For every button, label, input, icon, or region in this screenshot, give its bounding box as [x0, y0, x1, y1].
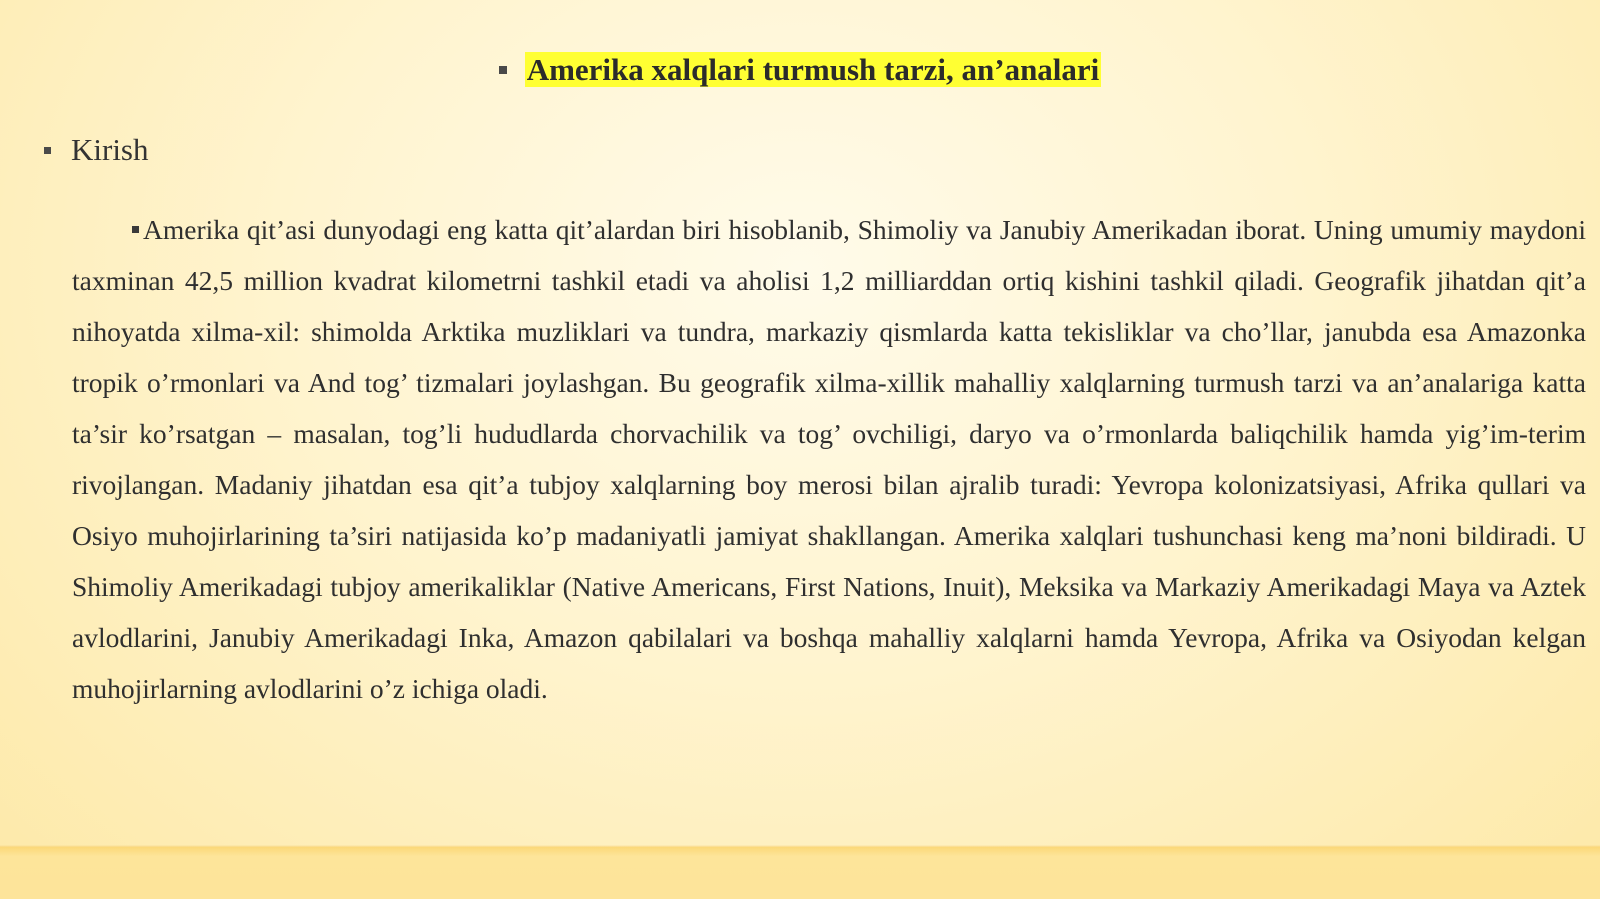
body-paragraph: Amerika qit’asi dunyodagi eng katta qit’alardan biri hisoblanib, Shimoliy va Janubiy Amerikadan iborat. Uning umumiy maydoni taxminan 42,5 million kvadrat kilometrni tashkil etadi va aholisi 1,2 milliarddan ortiq kishini tashkil qiladi. Geografik jihatdan qit’a nihoyatda xilma-xil: shimolda Arktika muzliklari va tundra, markaziy qismlarda katta tekisliklar va cho’llar, janubda esa Amazonka tropik o’rmonlari va And tog’ tizmalari joylashgan. Bu geografik xilma-xillik mahalliy xalqlarning turmush tarzi va an’analariga katta ta’sir ko’rsatgan – masalan, tog’li hududlarda chorvachilik va tog’ ovchiligi, daryo va o’rmonlarda baliqchilik hamda yig’im-terim rivojlangan. Madaniy jihatdan esa qit’a tubjoy xalqlarning boy merosi bilan ajralib turadi: Yevropa kolonizatsiyasi, Afrika qullari va Osiyo muhojirlarining ta’siri natijasida ko’p madaniyatli jamiyat shakllangan. Amerika xalqlari tushunchasi keng ma’noni bildiradi. U Shimoliy Amerikadagi tubjoy amerikaliklar (Native Americans, First Nations, Inuit), Meksika va Markaziy Amerikadagi Maya va Aztek avlodlarini, Janubiy Amerikadagi Inka, Amazon qabilalari va boshqa mahalliy xalqlarni hamda Yevropa, Afrika va Osiyodan kelgan muhojirlarning avlodlarini o’z ichiga oladi.: [72, 214, 1586, 704]
footer-band: [0, 847, 1600, 899]
section-heading: Kirish: [71, 132, 149, 167]
square-bullet-icon: [499, 66, 507, 74]
slide-title: Amerika xalqlari turmush tarzi, an’analari: [526, 52, 1100, 87]
slide-title-row: [0, 50, 1600, 90]
section-heading-row: [44, 130, 149, 170]
square-bullet-icon: [132, 226, 139, 233]
square-bullet-icon: [44, 147, 51, 154]
body-paragraph-container: [72, 204, 1586, 714]
